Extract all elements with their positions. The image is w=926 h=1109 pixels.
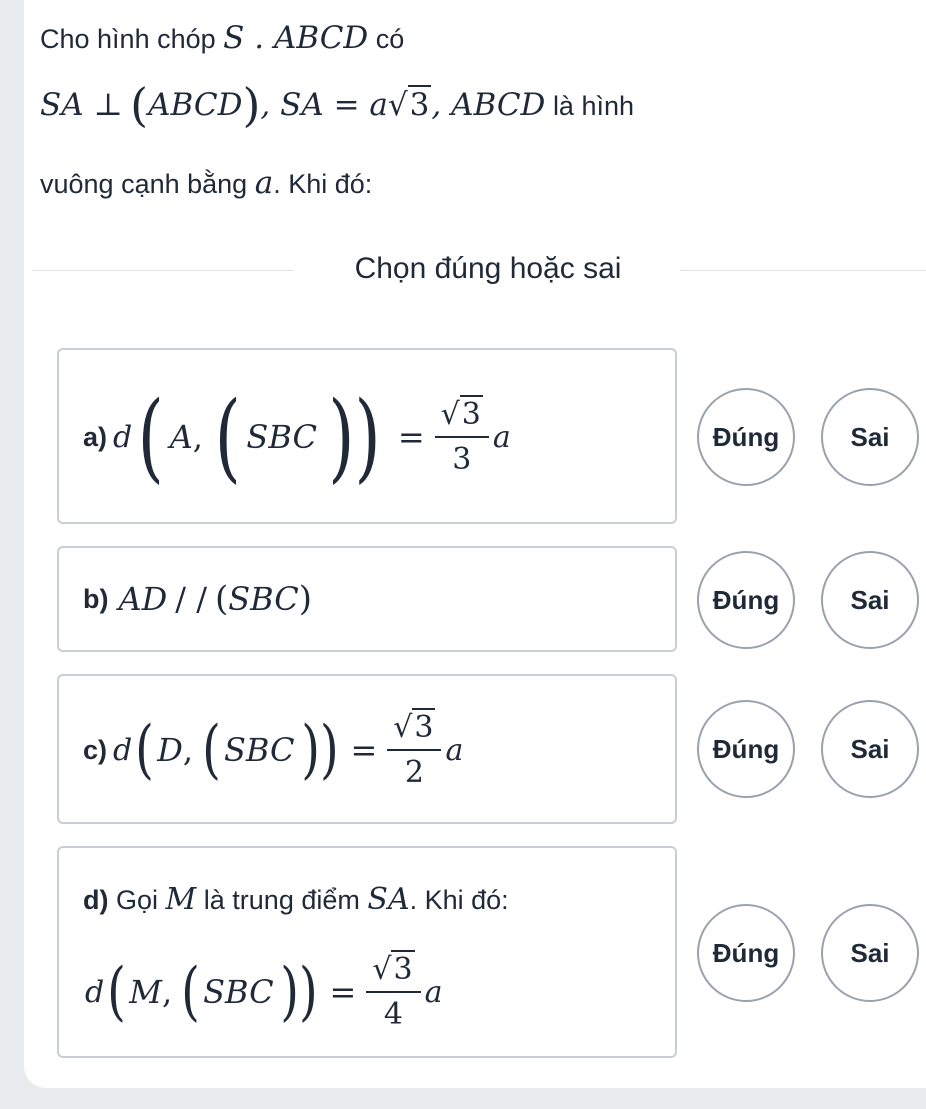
paren-close: )) [279,955,318,1029]
false-button-d[interactable]: Sai [821,904,919,1002]
statement-b-content [83,548,312,650]
comma: , [192,418,203,456]
statement-label: b) [83,583,109,614]
true-button-a[interactable]: Đúng [697,388,795,486]
radicand: 3 [461,397,481,432]
false-button-a[interactable]: Sai [821,388,919,486]
math-parallel: / / [175,580,207,618]
question-text: là hình [552,91,635,121]
question-math: ABCD [148,87,243,123]
paren-open: ( [214,381,241,493]
paren-close: ) [298,579,313,619]
math-d: d [85,974,105,1010]
radicand: 3 [409,87,430,123]
question-math: a [254,165,274,201]
question-line-3 [40,165,372,201]
question-math: , SA = a [260,87,388,123]
fraction [366,952,420,1032]
true-button-b[interactable]: Đúng [697,551,795,649]
false-button-b[interactable]: Sai [821,551,919,649]
divider-left [32,270,294,271]
statement-c-content [83,686,463,814]
math-var: a [445,732,464,768]
paren-open: ( [181,955,200,1029]
math-var: a [492,419,511,455]
statement-a-content [83,364,511,510]
question-text: có [375,24,405,54]
statement-d-intro [83,882,509,917]
radicand: 3 [393,952,413,987]
math-point: M [165,882,197,917]
divider-right [680,270,926,271]
statement-label: c) [83,734,108,765]
paren-open: ( [214,579,229,619]
section-title: Chọn đúng hoặc sai [354,252,622,285]
statement-d-box [57,846,677,1058]
paren-open: ( [135,713,155,787]
statement-d-content [85,936,442,1048]
math-var: a [424,974,443,1010]
question-line-2 [40,78,634,132]
math-line: AD [118,580,168,618]
statement-text: . Khi đó: [409,885,509,915]
denominator: 3 [452,442,472,477]
math-plane: SBC [246,418,317,456]
comma: , [182,731,194,769]
paren: ( [130,78,149,132]
math-plane: SBC [228,580,299,618]
math-segment: SA [367,882,410,917]
statement-a-box [57,348,677,524]
fraction [435,397,489,477]
math-point: D [157,731,183,769]
question-line-1 [40,20,404,56]
fraction [387,710,441,790]
sqrt-sign: √ [387,87,408,123]
math-plane: SBC [203,973,274,1011]
math-point: A [169,418,193,456]
statement-b-box [57,546,677,652]
math-point: M [129,973,162,1011]
paren: ) [242,78,261,132]
true-button-c[interactable]: Đúng [697,700,795,798]
paren-open: ( [107,955,127,1029]
sqrt-sign: √ [440,397,460,432]
question-text: vuông cạnh bằng [40,169,248,199]
statement-label: a) [83,421,108,452]
paren-close: )) [300,713,339,787]
math-plane: SBC [224,731,295,769]
equals-sign: = [329,973,357,1011]
statement-label: d) [83,885,109,915]
question-math: S . ABCD [223,20,369,56]
equals-sign: = [350,731,378,769]
sqrt-sign: √ [393,710,413,745]
comma: , [161,973,173,1011]
denominator: 2 [404,755,424,790]
question-text: . Khi đó: [273,169,373,199]
statement-c-box [57,674,677,824]
question-math: SA ⊥ [40,87,123,123]
paren-open: ( [202,713,221,787]
false-button-c[interactable]: Sai [821,700,919,798]
paren-open: ( [137,381,165,493]
paren-close: )) [328,381,381,493]
question-text: Cho hình chóp [40,24,216,54]
statement-text: Gọi [116,885,159,915]
math-d: d [113,732,133,768]
question-math: , ABCD [431,87,546,123]
equals-sign: = [397,418,425,456]
denominator: 4 [383,997,404,1032]
statement-text: là trung điểm [203,885,360,915]
true-button-d[interactable]: Đúng [697,904,795,1002]
math-d: d [113,419,133,455]
sqrt-sign: √ [372,952,392,987]
radicand: 3 [414,710,434,745]
